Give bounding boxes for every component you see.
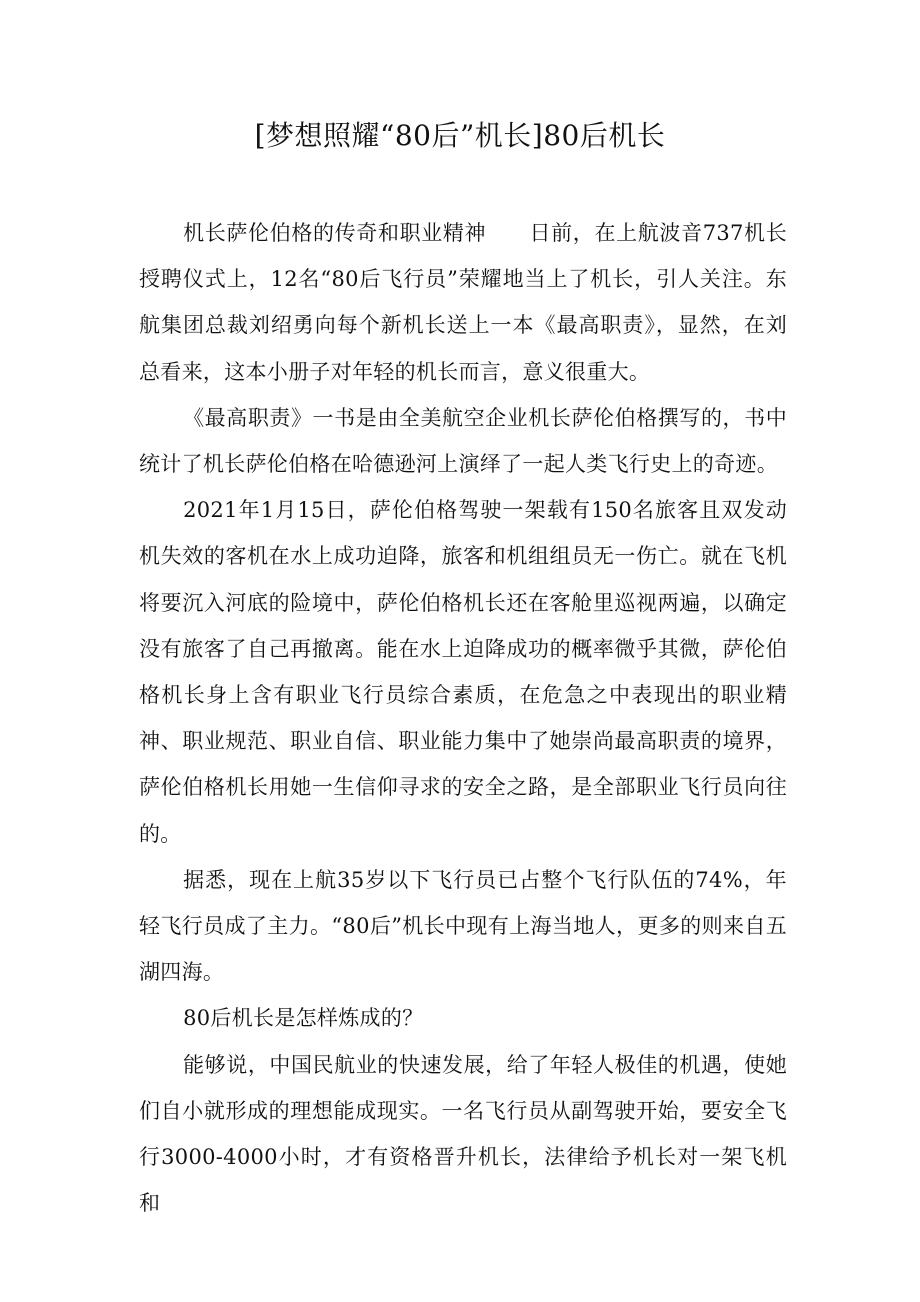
paragraph-intro: 机长萨伦伯格的传奇和职业精神 日前，在上航波音737机长授聘仪式上，12名“80后飞行员”荣耀地当上了机长，引人关注。东航集团总裁刘绍勇向每个新机长送上一本《最高职责》，显然，在刘总看来，这本小册子对年轻的机长而言，意义很重大。 [139,221,787,384]
paragraph-opportunity: 能够说，中国民航业的快速发展，给了年轻人极佳的机遇，使她们自小就形成的理想能成现实。一名飞行员从副驾驶开始，要安全飞行3000-4000小时，才有资格晋升机长，法律给予机长对一架飞机和 [139,1052,787,1216]
paragraph-hudson-landing: 2021年1月15日，萨伦伯格驾驶一架载有150名旅客且双发动机失效的客机在水上成功迫降，旅客和机组组员无一伤亡。就在飞机将要沉入河底的险境中，萨伦伯格机长还在客舱里巡视两遍，以确定没有旅客了自己再撤离。能在水上迫降成功的概率微乎其微，萨伦伯格机长身上含有职业飞行员综合素质，在危急之中表现出的职业精神、职业规范、职业自信、职业能力集中了她崇尚最高职责的境界，萨伦伯格机长用她一生信仰寻求的安全之路，是全部职业飞行员向往的。 [139,498,787,846]
paragraph-book: 《最高职责》一书是由全美航空企业机长萨伦伯格撰写的，书中统计了机长萨伦伯格在哈德逊河上演绎了一起人类飞行史上的奇迹。 [139,405,787,477]
paragraph-young-pilots: 据悉，现在上航35岁以下飞行员已占整个飞行队伍的74%，年轻飞行员成了主力。“80后”机长中现有上海当地人，更多的则来自五湖四海。 [139,867,787,985]
document-body [139,210,787,1226]
document-title: [梦想照耀“80后”机长]80后机长 [254,119,666,152]
paragraph-question: 80后机长是怎样炼成的？ [183,1006,424,1031]
